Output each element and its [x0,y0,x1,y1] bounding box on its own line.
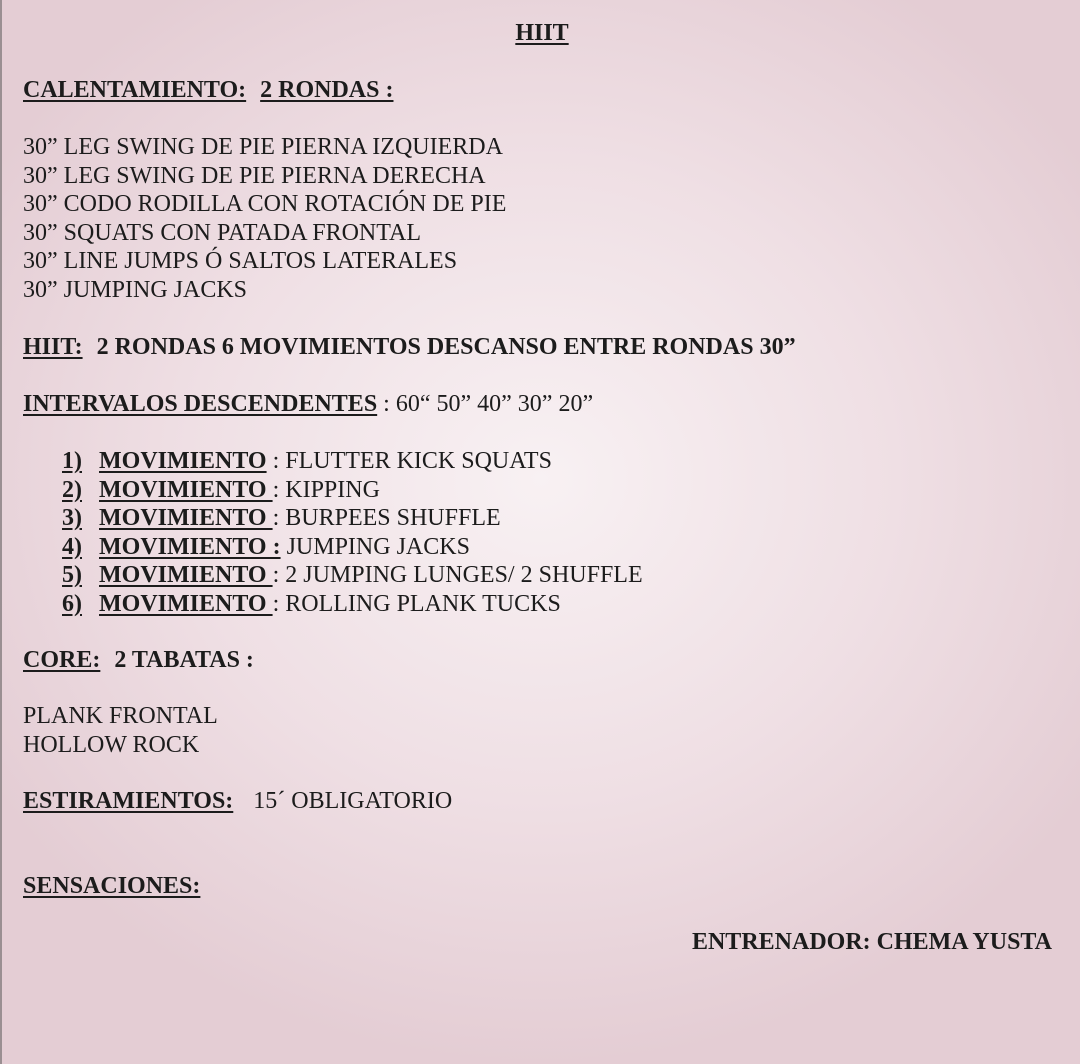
movement-row [62,590,643,619]
movement-number: 2) [62,476,82,503]
movement-row [62,504,643,533]
movement-label: MOVIMIENTO [99,476,273,503]
warmup-item: 30” CODO RODILLA CON ROTACIÓN DE PIE [23,191,507,217]
intervals-line [23,390,593,419]
warmup-item: 30” LINE JUMPS Ó SALTOS LATERALES [23,248,458,274]
movement-number: 1) [62,448,82,474]
intervals-text: : 60“ 50” 40” 30” 20” [377,391,594,417]
movement-row [62,476,643,505]
movement-number: 4) [62,533,82,560]
document-title: HIIT [515,20,569,46]
hiit-heading [23,333,796,362]
movement-row [62,447,643,476]
core-label: CORE: [23,647,101,673]
sensations-heading [23,872,200,901]
movement-value: JUMPING JACKS [280,533,470,560]
stretching-label: ESTIRAMIENTOS: [23,788,234,814]
sensations-label: SENSACIONES: [23,873,201,899]
core-item: PLANK FRONTAL [23,703,218,729]
movement-number: 6) [62,590,82,617]
core-heading [23,646,254,675]
movement-value: : ROLLING PLANK TUCKS [272,590,561,617]
warmup-item: 30” SQUATS CON PATADA FRONTAL [23,219,421,246]
movement-label: MOVIMIENTO [99,448,267,474]
warmup-label: CALENTAMIENTO: [23,77,247,103]
warmup-item: 30” LEG SWING DE PIE PIERNA IZQUIERDA [23,134,503,160]
warmup-item: 30” LEG SWING DE PIE PIERNA DERECHA [23,162,486,189]
movement-label: MOVIMIENTO [99,562,273,588]
core-item: HOLLOW ROCK [23,731,200,758]
stretching-line [23,787,452,816]
core-list [23,702,218,759]
intervals-label: INTERVALOS DESCENDENTES [23,391,378,417]
movement-value: : 2 JUMPING LUNGES/ 2 SHUFFLE [272,562,643,588]
trainer-signature: ENTRENADOR: CHEMA YUSTA [691,929,1052,955]
movement-row [62,561,643,590]
movement-number: 3) [62,505,82,531]
hiit-label: HIIT: [23,334,83,360]
hiit-text: 2 RONDAS 6 MOVIMIENTOS DESCANSO ENTRE RONDAS 30” [96,334,796,360]
movement-label: MOVIMIENTO : [99,533,281,560]
warmup-list [23,133,506,304]
warmup-rounds: 2 RONDAS : [260,77,394,103]
stretching-text: 15´ OBLIGATORIO [253,788,453,814]
core-text: 2 TABATAS : [114,647,254,673]
movement-row [62,533,643,562]
warmup-heading [23,76,393,105]
warmup-item: 30” JUMPING JACKS [23,276,248,303]
movement-value: : FLUTTER KICK SQUATS [266,448,552,474]
movement-value: : BURPEES SHUFFLE [272,505,501,531]
movement-value: : KIPPING [272,476,380,503]
movement-label: MOVIMIENTO [99,590,273,617]
movement-label: MOVIMIENTO [99,505,273,531]
movements-list [62,447,643,618]
movement-number: 5) [62,562,82,588]
